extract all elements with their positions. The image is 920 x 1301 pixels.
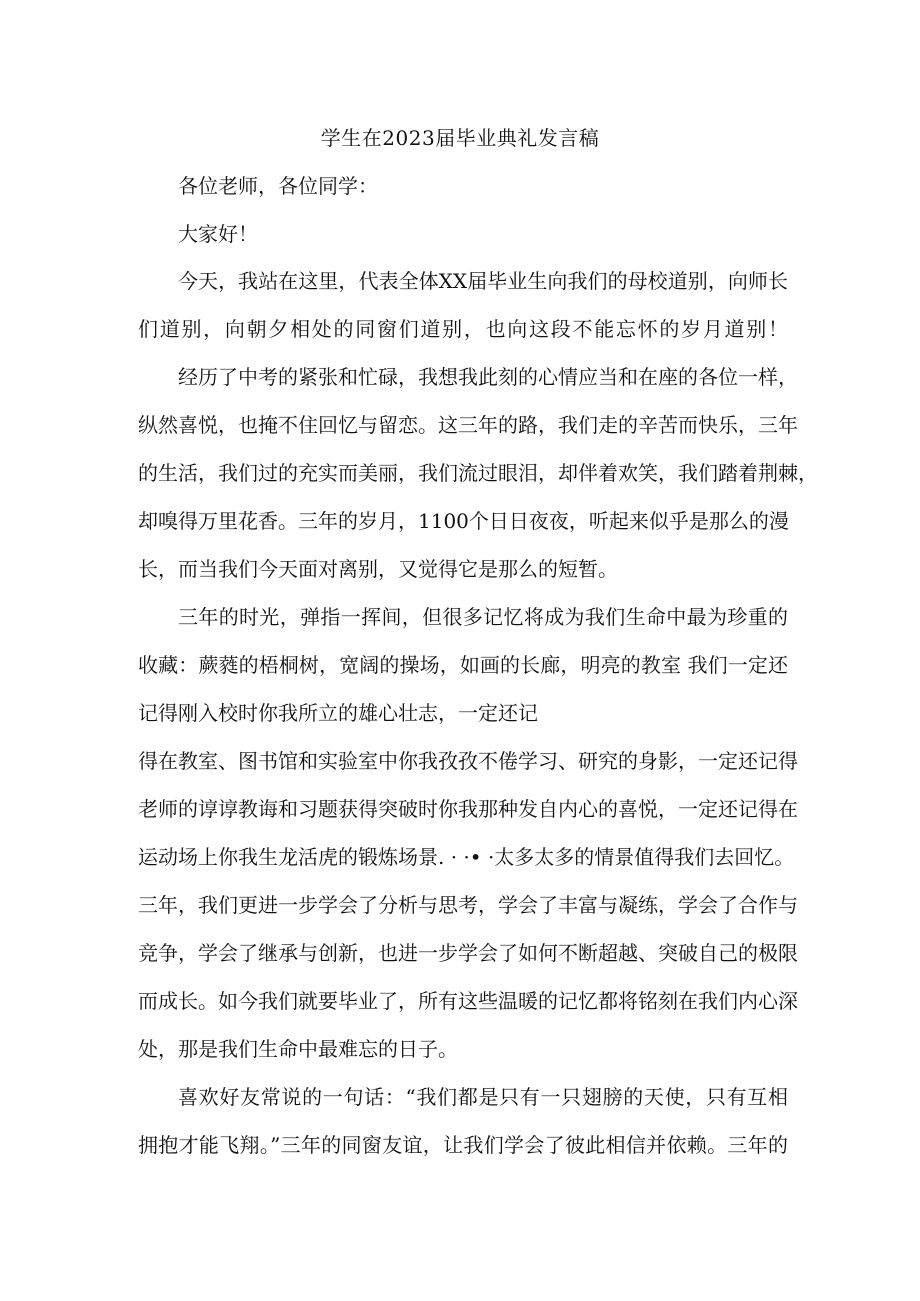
- body-line: 今天，我站在这里，代表全体XX届毕业生向我们的母校道别，向师长: [178, 269, 788, 293]
- body-line: 拥抱才能飞翔。”三年的同窗友谊，让我们学会了彼此相信并依赖。三年的: [138, 1133, 788, 1157]
- body-line: 经历了中考的紧张和忙碌，我想我此刻的心情应当和在座的各位一样，: [178, 365, 798, 389]
- body-line: 得在教室、图书馆和实验室中你我孜孜不倦学习、研究的身影，一定还记得: [138, 749, 798, 773]
- document-title: 学生在2023届毕业典礼发言稿: [320, 126, 600, 150]
- body-line: 却嗅得万里花香。三年的岁月，1100个日日夜夜，听起来似乎是那么的漫: [138, 509, 789, 533]
- body-line: 而成长。如今我们就要毕业了，所有这些温暖的记忆都将铭刻在我们内心深: [138, 989, 798, 1013]
- hello-line: 大家好！: [178, 222, 258, 246]
- body-line: 三年，我们更进一步学会了分析与思考，学会了丰富与凝练，学会了合作与: [138, 893, 798, 917]
- body-line: 处，那是我们生命中最难忘的日子。: [138, 1037, 458, 1061]
- body-line: 们道别，向朝夕相处的同窗们道别，也向这段不能忘怀的岁月道别！: [138, 317, 788, 341]
- greeting-line: 各位老师，各位同学：: [178, 174, 378, 198]
- body-line: 纵然喜悦，也掩不住回忆与留恋。这三年的路，我们走的辛苦而快乐，三年: [138, 413, 798, 437]
- body-line: 喜欢好友常说的一句话：“我们都是只有一只翅膀的天使，只有互相: [178, 1085, 788, 1109]
- body-line: 竞争，学会了继承与创新，也进一步学会了如何不断超越、突破自己的极限: [138, 941, 798, 965]
- body-line: 收藏：蕨蕤的梧桐树，宽阔的操场，如画的长廊，明亮的教室 我们一定还: [138, 653, 788, 677]
- body-line: 的生活，我们过的充实而美丽，我们流过眼泪，却伴着欢笑，我们踏着荆棘，: [138, 461, 818, 485]
- body-line: 三年的时光，弹指一挥间，但很多记忆将成为我们生命中最为珍重的: [178, 605, 788, 629]
- body-line: 老师的谆谆教诲和习题获得突破时你我那种发自内心的喜悦，一定还记得在: [138, 797, 798, 821]
- body-line: 长，而当我们今天面对离别，又觉得它是那么的短暂。: [138, 557, 618, 581]
- body-line: 记得刚入校时你我所立的雄心壮志，一定还记: [138, 701, 538, 725]
- body-line: 运动场上你我生龙活虎的锻炼场景. · ·• ·太多太多的情景值得我们去回忆。: [138, 845, 795, 869]
